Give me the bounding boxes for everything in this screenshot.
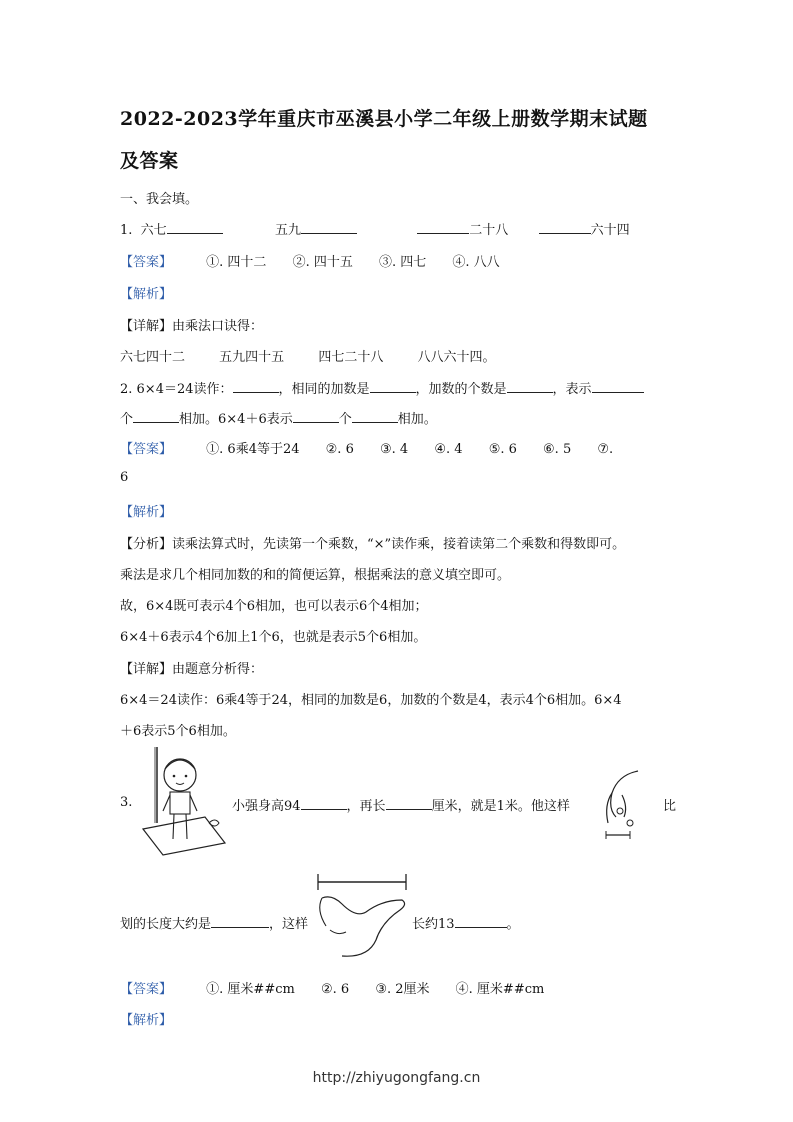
answer-blank [386, 797, 432, 810]
answer-blank [167, 221, 223, 234]
answer-1: 【答案】 ①. 四十二 ②. 四十五 ③. 四七 ④. 八八 [120, 255, 500, 270]
answer-2-cont: 6 [120, 470, 129, 485]
analysis-line: 故，6×4既可表示4个6相加，也可以表示6个4相加； [120, 599, 428, 614]
analysis-line: 6×4＝24读作：6乘4等于24，相同的加数是6，加数的个数是4，表示4个6相加。6×4 [120, 693, 622, 708]
detail-label: 【详解】由乘法口诀得： [120, 319, 264, 334]
answer-blank [592, 380, 644, 393]
section-heading: 一、我会填。 [120, 192, 199, 207]
footer-url: http://zhiyugongfang.cn [312, 1070, 481, 1086]
question-2-cont: 个 相加。6×4＋6表示 个 相加。 [120, 412, 437, 427]
analysis-label: 【解析】 [120, 1013, 173, 1028]
analysis-line: ＋6表示5个6相加。 [120, 724, 236, 739]
analysis-line: 6×4＋6表示4个6加上1个6，也就是表示5个6相加。 [120, 630, 427, 645]
answer-blank [417, 221, 469, 234]
question-3-cont2: 长约13 。 [412, 917, 520, 932]
finger-span-illustration [598, 765, 660, 840]
answer-2: 【答案】 ①. 6乘4等于24 ②. 6 ③. 4 ④. 4 ⑤. 6 ⑥. 5 ⑦. [120, 442, 614, 457]
answer-blank [233, 380, 279, 393]
question-3: 小强身高94 ，再长 厘米，就是1米。他这样 [232, 799, 570, 814]
question-2: 2. 6×4＝24读作： ，相同的加数是 ，加数的个数是 ，表示 [120, 378, 644, 397]
answer-blank [455, 915, 507, 928]
analysis-label: 【解析】 [120, 287, 173, 302]
answer-3: 【答案】 ①. 厘米##cm ②. 6 ③. 2厘米 ④. 厘米##cm [120, 982, 545, 997]
document-title-cont: 及答案 [120, 150, 179, 172]
answer-blank [133, 410, 179, 423]
question-3-tail: 比 [663, 799, 677, 814]
analysis-line: 【分析】读乘法算式时，先读第一个乘数，“×”读作乘，接着读第二个乘数和得数即可。 [120, 537, 626, 552]
analysis-line: 【详解】由题意分析得： [120, 662, 264, 677]
answer-blank [507, 380, 553, 393]
question-3-cont: 划的长度大约是 ，这样 [120, 917, 309, 932]
boy-height-illustration [135, 745, 230, 857]
answer-blank [539, 221, 591, 234]
detail-1: 六七四十二 五九四十五 四七二十八 八八六十四。 [120, 350, 496, 365]
question-3-num: 3. [120, 795, 133, 810]
document-title: 2022-2023学年重庆市巫溪县小学二年级上册数学期末试题 [120, 108, 648, 130]
answer-blank [211, 915, 269, 928]
analysis-label: 【解析】 [120, 505, 173, 520]
hand-span-illustration [312, 870, 412, 962]
analysis-line: 乘法是求几个相同加数的和的简便运算，根据乘法的意义填空即可。 [120, 568, 511, 583]
question-1: 1. 六七 五九 二十八 六十四 [120, 223, 630, 238]
answer-blank [301, 221, 357, 234]
answer-blank [301, 797, 347, 810]
answer-blank [352, 410, 398, 423]
answer-blank [370, 380, 416, 393]
answer-blank [293, 410, 339, 423]
